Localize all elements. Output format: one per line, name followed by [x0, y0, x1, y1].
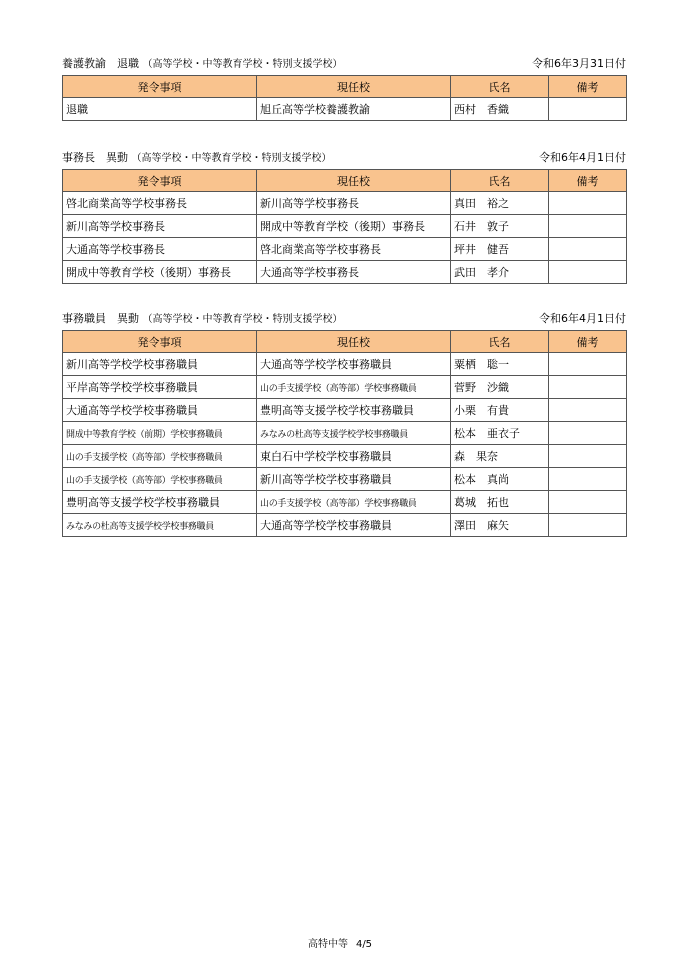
- cell-order: みなみの杜高等支援学校学校事務職員: [63, 514, 257, 537]
- cell-name: 松本 真尚: [451, 468, 549, 491]
- cell-remarks: [549, 192, 627, 215]
- cell-remarks: [549, 468, 627, 491]
- section-title-text: 養護教諭 退職: [62, 57, 139, 70]
- footer-label: 高特中等: [307, 939, 348, 950]
- cell-remarks: [549, 399, 627, 422]
- cell-order: 大通高等学校事務長: [63, 238, 257, 261]
- table-row: [63, 98, 627, 121]
- header-order: 発令事項: [63, 76, 257, 98]
- table-header-row: [63, 331, 627, 353]
- header-current-school: 現任校: [257, 331, 451, 353]
- header-current-school: 現任校: [257, 170, 451, 192]
- cell-remarks: [549, 98, 627, 121]
- cell-order: 山の手支援学校（高等部）学校事務職員: [63, 445, 257, 468]
- cell-current-school: 山の手支援学校（高等部）学校事務職員: [257, 491, 451, 514]
- section-office-manager-transfer: [62, 150, 626, 284]
- cell-order: 新川高等学校事務長: [63, 215, 257, 238]
- cell-name: 松本 亜衣子: [451, 422, 549, 445]
- cell-remarks: [549, 353, 627, 376]
- cell-name: 小栗 有貴: [451, 399, 549, 422]
- cell-order: 開成中等教育学校（前期）学校事務職員: [63, 422, 257, 445]
- section-title: [62, 56, 343, 73]
- cell-name: 葛城 拓也: [451, 491, 549, 514]
- header-name: 氏名: [451, 170, 549, 192]
- table-row: [63, 445, 627, 468]
- cell-name: 西村 香織: [451, 98, 549, 121]
- cell-current-school: 豊明高等支援学校学校事務職員: [257, 399, 451, 422]
- cell-name: 粟栖 聡一: [451, 353, 549, 376]
- personnel-table: [62, 169, 627, 284]
- personnel-table: [62, 330, 627, 537]
- header-remarks: 備考: [549, 170, 627, 192]
- cell-current-school: 新川高等学校事務長: [257, 192, 451, 215]
- cell-remarks: [549, 491, 627, 514]
- cell-current-school: 大通高等学校学校事務職員: [257, 353, 451, 376]
- personnel-table: [62, 75, 627, 121]
- cell-name: 澤田 麻矢: [451, 514, 549, 537]
- cell-name: 坪井 健吾: [451, 238, 549, 261]
- header-remarks: 備考: [549, 331, 627, 353]
- cell-current-school: 旭丘高等学校養護教諭: [257, 98, 451, 121]
- section-date: 令和6年4月1日付: [539, 312, 626, 325]
- cell-name: 石井 敦子: [451, 215, 549, 238]
- table-row: [63, 399, 627, 422]
- section-header: [62, 150, 626, 166]
- cell-remarks: [549, 376, 627, 399]
- section-header: [62, 56, 626, 72]
- cell-order: 平岸高等学校学校事務職員: [63, 376, 257, 399]
- section-office-staff-transfer: [62, 311, 626, 537]
- cell-remarks: [549, 514, 627, 537]
- table-row: [63, 422, 627, 445]
- cell-name: 菅野 沙織: [451, 376, 549, 399]
- cell-current-school: 大通高等学校学校事務職員: [257, 514, 451, 537]
- table-row: [63, 353, 627, 376]
- cell-name: 武田 孝介: [451, 261, 549, 284]
- table-header-row: [63, 76, 627, 98]
- cell-current-school: 開成中等教育学校（後期）事務長: [257, 215, 451, 238]
- cell-order: 新川高等学校学校事務職員: [63, 353, 257, 376]
- section-title: [62, 150, 332, 167]
- table-row: [63, 261, 627, 284]
- cell-remarks: [549, 215, 627, 238]
- table-row: [63, 192, 627, 215]
- cell-order: 山の手支援学校（高等部）学校事務職員: [63, 468, 257, 491]
- section-retirement-nurse: [62, 56, 626, 121]
- page-footer: [0, 935, 680, 950]
- cell-remarks: [549, 445, 627, 468]
- cell-current-school: 山の手支援学校（高等部）学校事務職員: [257, 376, 451, 399]
- section-title-text: 事務長 異動: [62, 151, 128, 164]
- table-row: [63, 376, 627, 399]
- section-title-text: 事務職員 異動: [62, 312, 139, 325]
- cell-order: 豊明高等支援学校学校事務職員: [63, 491, 257, 514]
- cell-name: 森 果奈: [451, 445, 549, 468]
- table-row: [63, 238, 627, 261]
- section-scope: （高等学校・中等教育学校・特別支援学校）: [142, 59, 343, 70]
- cell-name: 真田 裕之: [451, 192, 549, 215]
- table-row: [63, 215, 627, 238]
- header-name: 氏名: [451, 76, 549, 98]
- section-scope: （高等学校・中等教育学校・特別支援学校）: [142, 314, 343, 325]
- table-row: [63, 514, 627, 537]
- cell-order: 退職: [63, 98, 257, 121]
- section-title: [62, 311, 343, 328]
- section-date: 令和6年4月1日付: [539, 151, 626, 164]
- section-scope: （高等学校・中等教育学校・特別支援学校）: [131, 153, 332, 164]
- table-row: [63, 468, 627, 491]
- table-row: [63, 491, 627, 514]
- cell-remarks: [549, 238, 627, 261]
- header-order: 発令事項: [63, 331, 257, 353]
- header-order: 発令事項: [63, 170, 257, 192]
- cell-current-school: 大通高等学校事務長: [257, 261, 451, 284]
- section-date: 令和6年3月31日付: [532, 57, 626, 70]
- cell-order: 啓北商業高等学校事務長: [63, 192, 257, 215]
- header-remarks: 備考: [549, 76, 627, 98]
- cell-order: 大通高等学校学校事務職員: [63, 399, 257, 422]
- section-header: [62, 311, 626, 327]
- page-number: 4/5: [355, 939, 373, 950]
- cell-current-school: みなみの杜高等支援学校学校事務職員: [257, 422, 451, 445]
- cell-order: 開成中等教育学校（後期）事務長: [63, 261, 257, 284]
- cell-remarks: [549, 261, 627, 284]
- header-current-school: 現任校: [257, 76, 451, 98]
- header-name: 氏名: [451, 331, 549, 353]
- cell-current-school: 東白石中学校学校事務職員: [257, 445, 451, 468]
- table-header-row: [63, 170, 627, 192]
- cell-current-school: 新川高等学校学校事務職員: [257, 468, 451, 491]
- cell-remarks: [549, 422, 627, 445]
- cell-current-school: 啓北商業高等学校事務長: [257, 238, 451, 261]
